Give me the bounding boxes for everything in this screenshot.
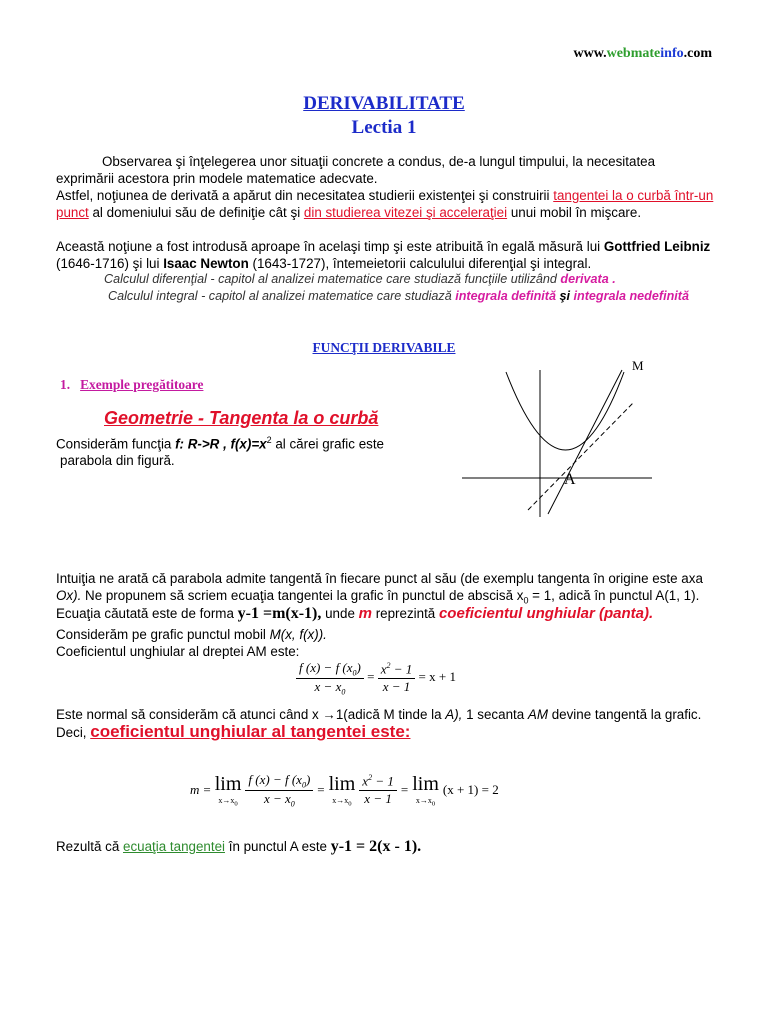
intro-paragraph-3: Această noţiune a fost introdusă aproape în acelaşi timp şi este atribuită în egală măsură lui Gottfried Leibniz (1646-1716) şi lui Isaac Newton (1643-1727), întemeietorii calculului diferenţial şi integral. [56, 239, 711, 271]
label-m: M [632, 358, 644, 373]
site-url[interactable]: www.webmateinfo.com [573, 46, 712, 61]
secant-line [548, 370, 622, 514]
intro-paragraph-2: Astfel, noţiunea de derivată a apărut din necesitatea studierii existenţei şi construirii tangentei la o curbă într-un punct al domeniului său de definiţie cât şi din studierea vitezei şi acceleraţiei unui mobil în mişcare. [56, 188, 714, 220]
label-a: A [564, 471, 576, 488]
example-heading: 1. Exemple pregătitoare [60, 377, 204, 392]
note-differential: Calculul diferenţial - capitol al analizei matematice care studiază funcţiile utilizând derivata . [104, 272, 616, 286]
parabola-curve [506, 372, 624, 450]
limit-formula: m = lim $x\to x_0$ $\frac{f (x) - f (x_0)}{x - x_0}$ = lim $x\to x_0$ $\frac{x^2 - 1}{x - 1}$ = lim $x\to x_0$ (x + 1) = 2 [190, 772, 499, 809]
lesson-subtitle: Lectia 1 [351, 117, 417, 138]
mobile-point: Considerăm pe grafic punctul mobil M(x, f(x)). [56, 627, 327, 642]
result-paragraph: Rezultă că ecuaţia tangentei în punctul A este y-1 = 2(x - 1). [56, 838, 422, 855]
slope-formula: $\frac{f (x) - f (x_0)}{x - x_0}$ = $\frac{x^2 - 1}{x - 1}$ = x + 1 [296, 660, 456, 696]
limit-reasoning: Este normal să considerăm că atunci când x →1(adică M tinde la A), 1 secanta AM devine tangentă la grafic. Deci, coeficientul unghiular al tangentei este: [56, 707, 702, 741]
note-integral: Calculul integral - capitol al analizei matematice care studiază integrala definită şi integrala nedefinită [108, 289, 689, 303]
function-definition: Considerăm funcţia f: R->R , $f(x)=x^2$ al cărei grafic este parabola din figură. [56, 435, 385, 469]
intro-paragraph-1: Observarea şi înţelegerea unor situaţii concrete a condus, de-a lungul timpului, la necesitatea exprimării acestora prin modele matematice adecvate. [56, 154, 656, 186]
tangent-line [528, 402, 634, 510]
equation-form: Ecuaţia căutată este de forma y-1 =m(x-1), unde m reprezintă coeficientul unghiular (panta). [56, 605, 654, 622]
page-title: DERIVABILITATE [303, 93, 465, 114]
parabola-figure [456, 352, 656, 522]
intuition-paragraph: Intuiţia ne arată că parabola admite tangentă în fiecare punct al său (de exemplu tangenta în origine este axa Ox). Ne propunem să scriem ecuaţia tangentei la grafic în punctul de abscisă $x_0 = 1$, adică în punctul A(1, 1). [56, 571, 703, 606]
geometry-heading: Geometrie - Tangenta la o curbă [104, 408, 379, 428]
slope-am-label: Coeficientul unghiular al dreptei AM este: [56, 644, 300, 659]
section-title: FUNCŢII DERIVABILE [312, 340, 456, 355]
